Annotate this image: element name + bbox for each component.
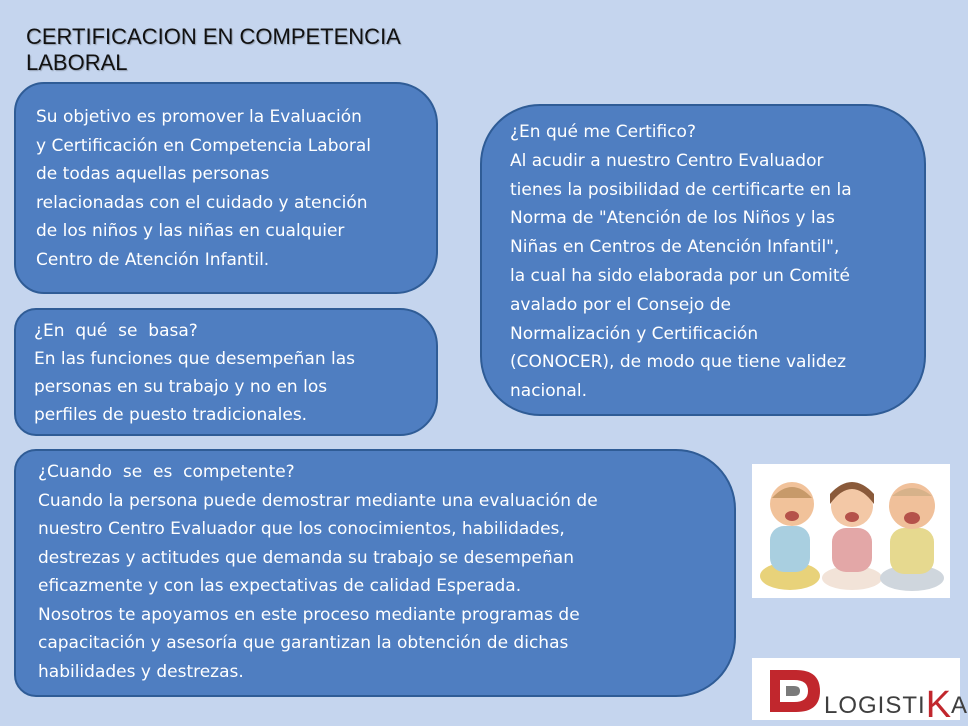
certifico-line: Al acudir a nuestro Centro Evaluador <box>510 150 824 171</box>
certifico-heading: ¿En qué me Certifico? <box>510 122 696 142</box>
objetivo-line: de todas aquellas personas <box>36 164 270 185</box>
page-title <box>26 24 456 76</box>
children-photo <box>752 464 950 598</box>
objetivo-line: de los niños y las niñas en cualquier <box>36 221 345 242</box>
logo-mark-icon <box>766 666 826 716</box>
objetivo-box <box>14 82 438 294</box>
basa-line: perfiles de puesto tradicionales. <box>34 405 308 425</box>
logistika-logo <box>752 658 968 726</box>
logo-text-k: K <box>925 684 952 726</box>
certifico-line: (CONOCER), de modo que tiene validez <box>510 352 847 373</box>
basa-line: En las funciones que desempeñan las <box>34 349 355 369</box>
certifico-line: Niñas en Centros de Atención Infantil", <box>510 237 840 258</box>
competente-line: eficazmente y con las expectativas de calidad Esperada. <box>38 576 522 596</box>
certifico-box <box>480 104 926 416</box>
logo-text-part1: LOGISTI <box>824 692 926 719</box>
competente-line: destrezas y actitudes que demanda su trabajo se desempeñan <box>38 547 574 568</box>
competente-line: Cuando la persona puede demostrar mediante una evaluación de <box>38 490 598 511</box>
title-line-1: CERTIFICACION EN COMPETENCIA <box>26 24 401 49</box>
certifico-line: avalado por el Consejo de <box>510 294 731 315</box>
certifico-line: tienes la posibilidad de certificarte en la <box>510 179 852 200</box>
competente-line: habilidades y destrezas. <box>38 661 244 682</box>
objetivo-line: relacionadas con el cuidado y atención <box>36 192 368 213</box>
objetivo-line: y Certificación en Competencia Laboral <box>36 135 372 156</box>
basa-box <box>14 308 438 436</box>
children-illustration <box>752 464 950 598</box>
logo-text <box>824 680 968 726</box>
competente-line: nuestro Centro Evaluador que los conocimientos, habilidades, <box>38 519 565 539</box>
objetivo-line: Su objetivo es promover la Evaluación <box>36 107 362 127</box>
competente-line: capacitación y asesoría que garantizan la obtención de dichas <box>38 633 569 653</box>
certifico-line: Normalización y Certificación <box>510 323 759 344</box>
title-line-2: LABORAL <box>26 50 128 75</box>
certifico-line: Norma de "Atención de los Niños y las <box>510 208 835 229</box>
basa-heading: ¿En qué se basa? <box>34 321 198 341</box>
objetivo-line: Centro de Atención Infantil. <box>36 249 270 270</box>
competente-box <box>14 449 736 697</box>
certifico-line: la cual ha sido elaborada por un Comité <box>510 265 851 286</box>
competente-line: Nosotros te apoyamos en este proceso mediante programas de <box>38 604 580 625</box>
competente-heading: ¿Cuando se es competente? <box>38 462 295 482</box>
certifico-line: nacional. <box>510 381 587 402</box>
basa-line: personas en su trabajo y no en los <box>34 377 328 397</box>
logo-text-a: A <box>951 692 968 719</box>
